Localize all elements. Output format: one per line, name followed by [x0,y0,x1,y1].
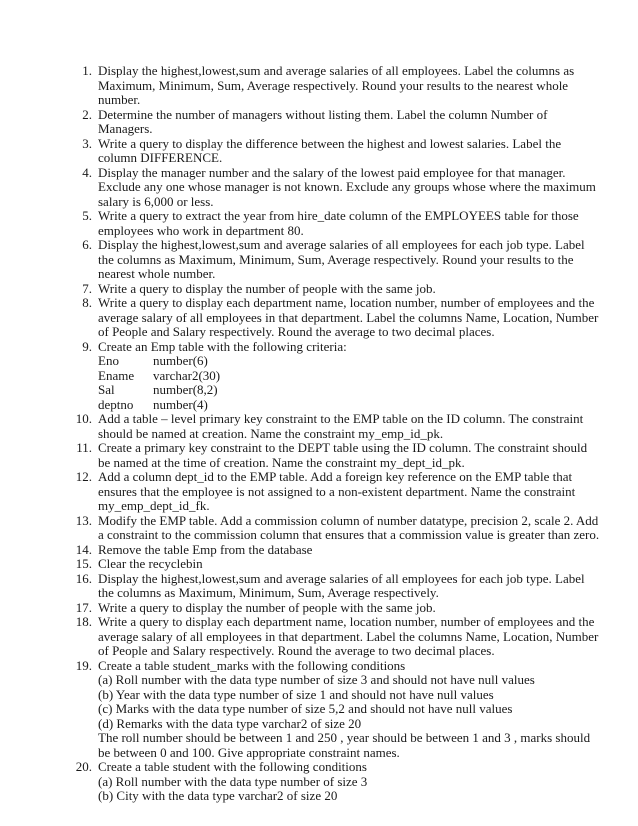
question-item [71,295,599,340]
question-text-line: average salary of all employees in that department. Label the columns Name, Location, Number [98,309,599,325]
question-item [71,557,591,572]
question-item [71,659,591,761]
question-item [71,282,591,297]
question-text-line: Display the highest,lowest,sum and average salaries of all employees for each job type. Label [98,570,585,586]
question-text-line: Modify the EMP table. Add a commission column of number datatype, precision 2, scale 2. Add [98,512,599,528]
column-name: Ename [98,367,135,383]
column-name: Eno [98,353,119,368]
question-number: 9. [82,338,92,354]
question-item [71,760,591,804]
question-number: 18. [75,614,92,629]
question-text-line: Write a query to display each department name, location number, number of employees and the [98,614,595,629]
question-text-line: Add a table – level primary key constraint to the EMP table on the ID column. The constraint [98,411,584,426]
question-text-line: nearest whole number. [98,266,216,281]
question-text-line: column DIFFERENCE. [98,150,223,165]
question-text-line: number. [98,92,141,107]
question-number: 15. [75,556,92,571]
question-item [71,209,591,238]
question-item [71,543,591,558]
question-item [71,164,596,210]
question-item [71,238,591,282]
column-type: varchar2(30) [153,367,221,383]
question-text-line: Remove the table Emp from the database [98,541,313,557]
question-number: 16. [75,570,92,586]
question-number: 20. [75,759,92,774]
question-text-line: Display the highest,lowest,sum and average salaries of all employees. Label the columns as [98,63,575,78]
question-item [71,64,591,108]
question-text-line: salary is 6,000 or less. [98,193,214,209]
question-text-line: Write a query to display the number of people with the same job. [98,280,436,296]
question-list [71,63,600,804]
question-number: 12. [75,469,92,484]
question-text-line: employees who work in department 80. [98,222,304,238]
question-number: 17. [75,599,92,615]
question-item [71,108,591,137]
question-text-line: average salary of all employees in that department. Label the columns Name, Location, Number [98,628,599,644]
question-text-line: of People and Salary respectively. Round the average to two decimal places. [98,643,495,658]
question-number: 13. [75,512,92,528]
question-number: 7. [82,280,92,296]
question-text-line: the columns as Maximum, Minimum, Sum, Average respectively. [98,585,439,600]
question-number: 2. [82,106,92,122]
question-item [71,137,591,166]
emp-criteria-table [98,354,591,412]
question-text-line: Exclude any one whose manager is not known. Exclude any groups whose where the maximum [98,179,596,194]
question-number: 11. [76,440,92,455]
criteria-row [98,369,591,384]
question-text-line: (a) Roll number with the data type number of size 3 [98,773,368,789]
question-number: 6. [82,237,92,252]
question-item [71,601,591,616]
question-text-line: Managers. [98,121,153,136]
criteria-row [98,383,591,398]
column-type: number(6) [153,353,208,368]
question-text-line: Create a primary key constraint to the DEPT table using the ID column. The constraint should [98,440,588,455]
question-text-line: Determine the number of managers without listing them. Label the column Number of [98,106,548,122]
column-name: deptno [98,396,134,412]
question-number: 8. [82,295,92,310]
question-text-line: Create an Emp table with the following criteria: [98,338,347,354]
column-type: number(4) [153,396,208,412]
question-text-line: Write a query to extract the year from hire_date column of the EMPLOYEES table for those [98,208,579,223]
question-number: 1. [82,63,92,78]
question-item [71,412,591,441]
question-text-line: Display the manager number and the salary of the lowest paid employee for that manager. [98,164,566,180]
question-item [71,340,591,413]
question-text-line: Write a query to display each department name, location number, number of employees and the [98,295,595,310]
question-text-line: ensures that the employee is not assigned to a non-existent department. Name the constraint [98,483,576,499]
column-type: number(8,2) [153,382,218,397]
question-text-line: Write a query to display the number of people with the same job. [98,599,436,615]
question-text-line: Maximum, Minimum, Sum, Average respectively. Round your results to the nearest whole [98,77,569,93]
question-item [71,512,600,543]
question-text-line: be named at the time of creation. Name the constraint my_dept_id_pk. [98,454,465,470]
question-number: 14. [75,541,92,557]
question-item [71,441,591,470]
question-number: 19. [75,657,92,673]
question-text-line: Create a table student_marks with the following conditions [98,657,406,673]
question-number: 5. [82,208,92,223]
question-text-line: Add a column dept_id to the EMP table. Add a foreign key reference on the EMP table that [98,469,573,484]
question-number: 4. [82,164,92,180]
question-text-line: be between 0 and 100. Give appropriate constraint names. [98,744,400,760]
question-text-line: (d) Remarks with the data type varchar2 of size 20 [98,715,362,731]
column-name: Sal [98,382,115,397]
question-text-line: (a) Roll number with the data type number of size 3 and should not have null values [98,672,535,687]
question-text-line: (b) Year with the data type number of size 1 and should not have null values [98,686,494,702]
question-text-line: the columns as Maximum, Minimum, Sum, Average respectively. Round your results to the [98,251,574,267]
question-text-line: my_emp_dept_id_fk. [98,498,210,513]
criteria-row [98,354,591,369]
question-text-line: Write a query to display the difference between the highest and lowest salaries. Label the [98,135,562,151]
question-text-line: a constraint to the commission column that ensures that a commission value is greater than zero. [98,527,600,542]
question-text-line: (c) Marks with the data type number of size 5,2 and should not have null values [98,701,513,716]
question-item [71,614,599,659]
question-text-line: (b) City with the data type varchar2 of size 20 [98,788,338,803]
question-text-line: Clear the recyclebin [98,556,203,571]
question-number: 3. [82,135,92,151]
question-text-line: Create a table student with the following conditions [98,759,367,774]
question-item [71,572,591,601]
criteria-row [98,398,591,413]
question-text-line: Display the highest,lowest,sum and average salaries of all employees for each job type. Label [98,237,585,252]
question-number: 10. [75,411,92,426]
question-text-line: of People and Salary respectively. Round the average to two decimal places. [98,324,495,339]
question-text-line: should be named at creation. Name the constraint my_emp_id_pk. [98,425,444,441]
question-text-line: The roll number should be between 1 and 250 , year should be between 1 and 3 , marks should [98,730,591,745]
question-item [71,470,591,514]
